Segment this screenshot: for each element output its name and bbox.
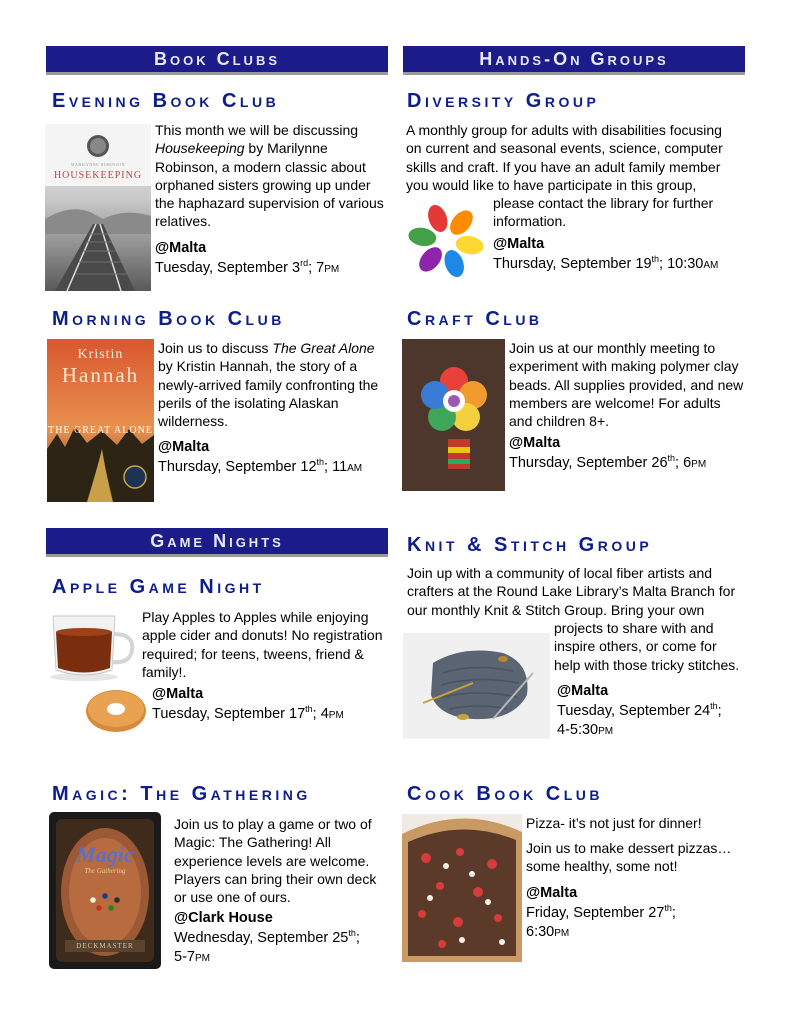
magic-card-footer: DECKMASTER xyxy=(76,942,134,950)
hands-on-groups-banner: Hands-On Groups xyxy=(403,46,745,75)
evening-book-club-title: Evening Book Club xyxy=(52,90,280,112)
knit-location: @Malta xyxy=(557,683,609,699)
knit-stitch-group-title: Knit & Stitch Group xyxy=(407,534,653,556)
great-alone-cover-author-first: Kristin xyxy=(77,347,124,362)
craft-club-title: Craft Club xyxy=(407,308,543,330)
evening-date: Tuesday, September 3rd; 7pm xyxy=(155,258,340,276)
knit-date: Tuesday, September 24th; 4-5:30pm xyxy=(557,701,722,738)
diversity-hands-image xyxy=(401,196,491,286)
great-alone-cover-author-last: Hannah xyxy=(61,363,140,387)
housekeeping-title: Housekeeping xyxy=(155,140,245,157)
diversity-location: @Malta xyxy=(493,236,545,252)
magic-date: Wednesday, September 25th; 5-7pm xyxy=(174,928,360,965)
polymer-clay-beads-image xyxy=(402,339,505,491)
magic-card-image xyxy=(49,812,161,969)
evening-book-club-description: This month we will be discussing Housekeeping by Marilynne Robinson, a modern classic about orphaned sisters growing up under the haphazard supervision of various relatives. xyxy=(155,122,384,230)
cook-date: Friday, September 27th; 6:30pm xyxy=(526,903,676,940)
apple-game-night-title: Apple Game Night xyxy=(52,576,265,598)
magic-location: @Clark House xyxy=(174,910,273,926)
cook-book-club-title: Cook Book Club xyxy=(407,783,603,805)
magic-card-logo: Magic xyxy=(76,842,134,867)
morning-book-club-description: Join us to discuss The Great Alone by Kristin Hannah, the story of a newly-arrived family confronting the perils of the isolating Alaskan wilderness. xyxy=(158,340,379,430)
magic-description: Join us to play a game or two of Magic: The Gathering! All experience levels are welcome. Players can bring their own deck or use one of ours. xyxy=(174,816,377,906)
apple-game-night-description: Play Apples to Apples while enjoying apple cider and donuts! No registration required; for teens, tweens, friend & family!. xyxy=(142,609,383,680)
cook-book-description: Join us to make dessert pizzas… some healthy, some not! xyxy=(526,840,732,875)
morning-date: Thursday, September 12th; 11am xyxy=(158,457,363,475)
dessert-pizza-image xyxy=(402,814,522,962)
evening-location: @Malta xyxy=(155,240,207,256)
game-nights-banner: Game Nights xyxy=(46,528,388,557)
knitting-image xyxy=(403,633,550,739)
great-alone-book-cover xyxy=(47,339,154,502)
great-alone-title: The Great Alone xyxy=(272,340,375,356)
craft-date: Thursday, September 26th; 6pm xyxy=(509,453,707,471)
housekeeping-book-cover xyxy=(45,124,151,291)
knit-stitch-description: Join up with a community of local fiber artists and crafters at the Round Lake Library’s Malta Branch for our monthly Knit & Stitch Group. Bring your own xyxy=(407,565,736,618)
book-clubs-banner: Book Clubs xyxy=(46,46,388,75)
cider-mug-image xyxy=(48,610,138,682)
craft-club-description: Join us at our monthly meeting to experiment with making polymer clay beads. All supplies provided, and new members are welcome! For adults and children 8+. xyxy=(509,340,744,430)
diversity-date: Thursday, September 19th; 10:30am xyxy=(493,254,719,272)
housekeeping-cover-title: HOUSEKEEPING xyxy=(53,170,143,181)
knit-stitch-description-continued: projects to share with and inspire others, or come for help with those tricky stitches. xyxy=(554,620,740,673)
apple-date: Tuesday, September 17th; 4pm xyxy=(152,704,344,722)
magic-the-gathering-title: Magic: The Gathering xyxy=(52,783,311,805)
apple-location: @Malta xyxy=(152,686,204,702)
craft-location: @Malta xyxy=(509,435,561,451)
cook-book-tagline: Pizza- it’s not just for dinner! xyxy=(526,815,702,831)
diversity-description-continued: please contact the library for further information. xyxy=(493,195,714,230)
donut-image xyxy=(84,685,148,735)
great-alone-cover-title: THE GREAT ALONE xyxy=(48,425,153,436)
housekeeping-cover-author: MARILYNNE ROBINSON xyxy=(70,162,126,167)
morning-location: @Malta xyxy=(158,439,210,455)
diversity-description: A monthly group for adults with disabilities focusing on current and seasonal events, science, computer skills and craft. If you have an adult family member you would like to have participate in this group, xyxy=(406,122,723,193)
cook-location: @Malta xyxy=(526,885,578,901)
magic-card-subtitle: The Gathering xyxy=(84,867,126,875)
diversity-group-title: Diversity Group xyxy=(407,90,600,112)
morning-book-club-title: Morning Book Club xyxy=(52,308,285,330)
